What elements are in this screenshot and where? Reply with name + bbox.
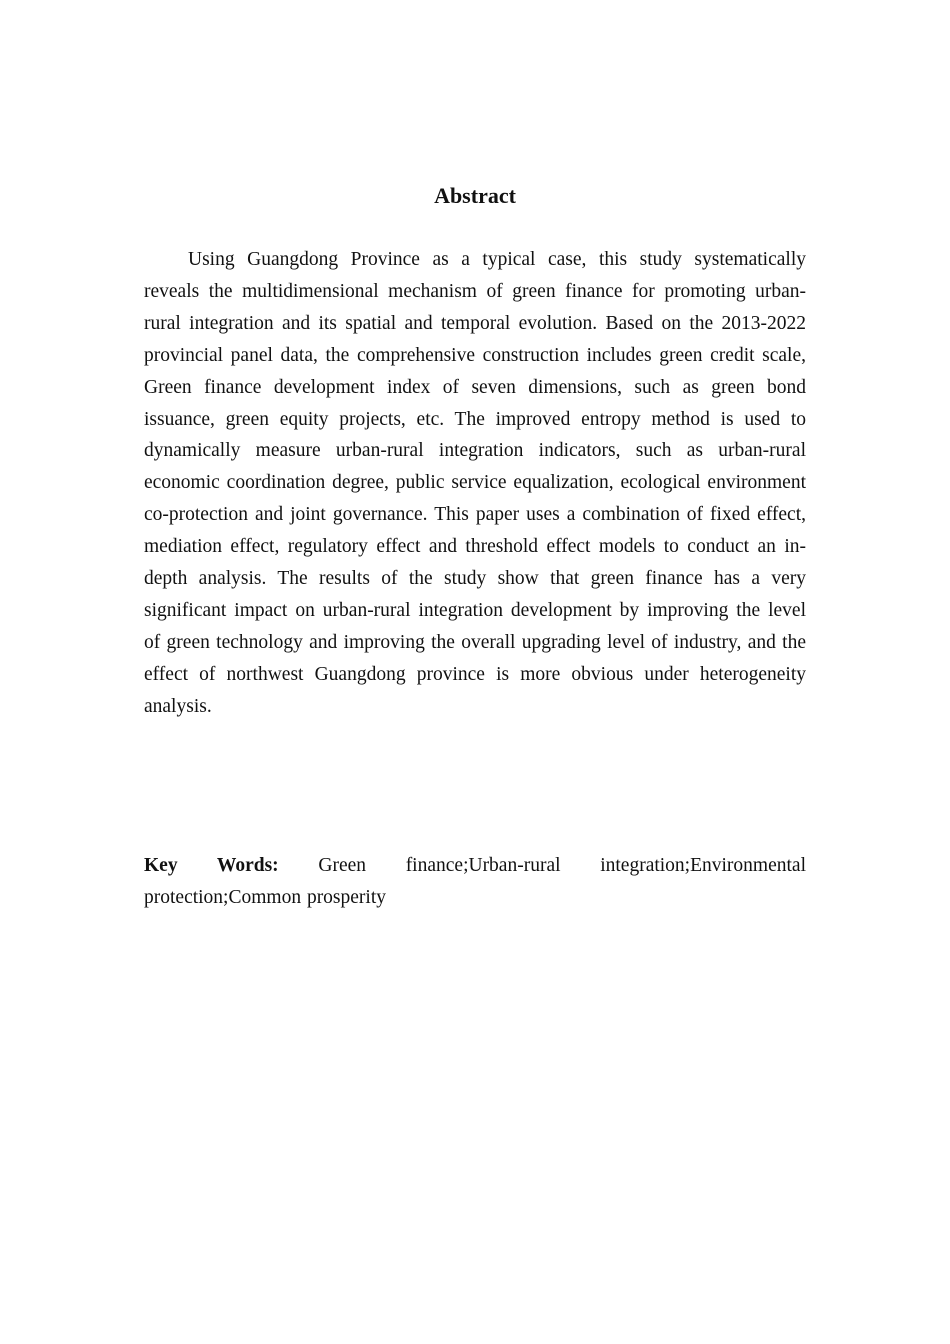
abstract-title: Abstract <box>434 183 516 208</box>
abstract-paragraph: Using Guangdong Province as a typical case, this study systematically reveals the multidimensional mechanism of green finance for promoting urban-rural integration and its spatial and temporal evolution. Based on the 2013-2022 provincial panel data, the comprehensive construction includes green credit scale, Green finance development index of seven dimensions, such as green bond issuance, green equity projects, etc. The improved entropy method is used to dynamically measure urban-rural integration indicators, such as urban-rural economic coordination degree, public service equalization, ecological environment co-protection and joint governance. This paper uses a combination of fixed effect, mediation effect, regulatory effect and threshold effect models to conduct an in-depth analysis. The results of the study show that green finance has a very significant impact on urban-rural integration development by improving the level of green technology and improving the overall upgrading level of industry, and the effect of northwest Guangdong province is more obvious under heterogeneity analysis. <box>144 249 806 717</box>
keywords-label: Key Words: <box>144 855 279 876</box>
keywords-text: Green finance;Urban-rural integration;Environmental protection;Common prosperity <box>144 855 806 908</box>
keywords-line <box>144 850 806 914</box>
